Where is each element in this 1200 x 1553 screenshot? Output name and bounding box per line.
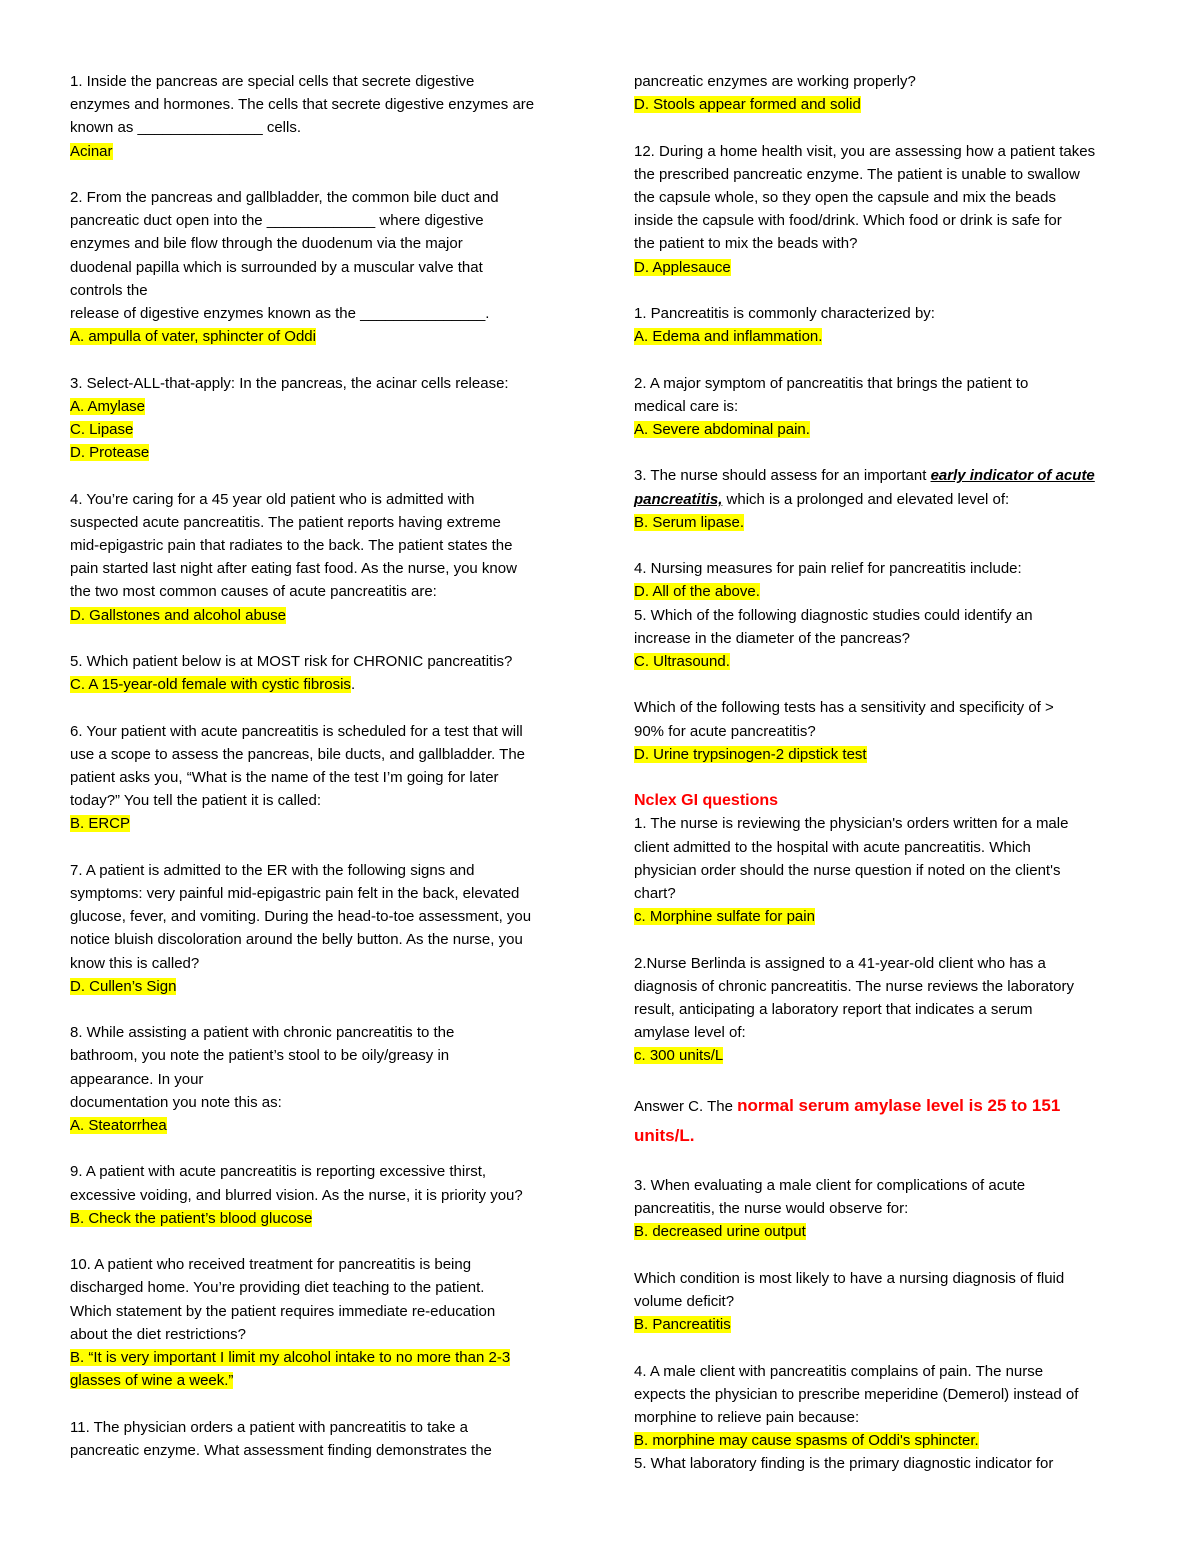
q1-line-3: known as _______________ cells. <box>70 119 302 137</box>
r1-answer: A. Edema and inflammation. <box>634 328 823 346</box>
question-10 <box>70 1253 570 1392</box>
q8-line-1: 8. While assisting a patient with chronic pancreatitis to the <box>70 1024 455 1042</box>
q2-line-5: controls the <box>70 281 148 299</box>
r2-line-2: medical care is: <box>634 397 739 415</box>
q5-answer: C. A 15-year-old female with cystic fibrosis <box>70 676 351 694</box>
n1-line-4: chart? <box>634 885 676 902</box>
q9-answer: B. Check the patient’s blood glucose <box>70 1209 313 1227</box>
nclex-question-4 <box>634 1360 1134 1453</box>
r2-answer: A. Severe abdominal pain. <box>634 421 810 438</box>
r6-answer: D. Urine trypsinogen-2 dipstick test <box>634 745 867 763</box>
q4-answer: D. Gallstones and alcohol abuse <box>70 606 286 624</box>
question-11-continued <box>634 70 1134 116</box>
q3-answer-2: C. Lipase <box>70 421 134 439</box>
q12-line-3: the capsule whole, so they open the capsule and mix the beads <box>634 189 1056 206</box>
q5-line-1: 5. Which patient below is at MOST risk for CHRONIC pancreatitis? <box>70 653 513 671</box>
q3-answer-3: D. Protease <box>70 444 150 462</box>
q6-answer: B. ERCP <box>70 815 131 833</box>
q3-answer-1: A. Amylase <box>70 397 146 415</box>
r4-answer: D. All of the above. <box>634 583 760 601</box>
n5-line-1: 5. What laboratory finding is the primary diagnostic indicator for <box>634 1455 1054 1473</box>
q2-line-2: pancreatic duct open into the _____________ where digestive <box>70 212 484 230</box>
n1-line-3: physician order should the nurse question if noted on the client's <box>634 861 1061 879</box>
q7-line-5: know this is called? <box>70 954 200 972</box>
q12-line-1: 12. During a home health visit, you are assessing how a patient takes <box>634 142 1096 160</box>
question-1 <box>70 70 570 163</box>
n2-rationale-prefix: Answer C. The <box>634 1097 738 1115</box>
q6-line-4: today?” You tell the patient it is called: <box>70 792 322 810</box>
review-question-6 <box>634 696 1134 766</box>
question-3 <box>70 372 570 465</box>
n3b-line-2: volume deficit? <box>634 1292 735 1310</box>
nclex-question-3 <box>634 1174 1134 1244</box>
q6-line-2: use a scope to assess the pancreas, bile ducts, and gallbladder. The <box>70 745 526 763</box>
q9-line-1: 9. A patient with acute pancreatitis is reporting excessive thirst, <box>70 1163 487 1181</box>
n2-answer: c. 300 units/L <box>634 1047 724 1065</box>
r5-answer: C. Ultrasound. <box>634 653 730 670</box>
n4-line-2: expects the physician to prescribe meperidine (Demerol) instead of <box>634 1385 1079 1403</box>
n4-line-1: 4. A male client with pancreatitis complains of pain. The nurse <box>634 1362 1044 1380</box>
question-2 <box>70 186 570 348</box>
q12-answer: D. Applesauce <box>634 258 731 276</box>
q6-line-3: patient asks you, “What is the name of the test I’m going for later <box>70 769 499 787</box>
n3-line-2: pancreatitis, the nurse would observe for: <box>634 1200 909 1218</box>
n2-line-4: amylase level of: <box>634 1024 746 1042</box>
r3-line-2-suffix: which is a prolonged and elevated level of: <box>722 490 1010 508</box>
q10-answer-line-2: glasses of wine a week.” <box>70 1372 234 1390</box>
r3-line-2-emphasis: pancreatitis, <box>634 490 723 508</box>
question-11 <box>70 1416 570 1462</box>
q8-line-2: bathroom, you note the patient’s stool to be oily/greasy in <box>70 1047 450 1065</box>
q6-line-1: 6. Your patient with acute pancreatitis is scheduled for a test that will <box>70 722 523 740</box>
r3-line-1-prefix: 3. The nurse should assess for an important <box>634 467 931 485</box>
question-9 <box>70 1160 570 1230</box>
q7-line-2: symptoms: very painful mid-epigastric pain felt in the back, elevated <box>70 885 520 903</box>
q4-line-3: mid-epigastric pain that radiates to the back. The patient states the <box>70 537 513 555</box>
review-question-3 <box>634 464 1134 534</box>
q1-answer: Acinar <box>70 142 113 160</box>
q2-line-3: enzymes and bile flow through the duodenum via the major <box>70 235 463 253</box>
question-7 <box>70 859 570 998</box>
left-column <box>70 70 570 1462</box>
n2-line-2: diagnosis of chronic pancreatitis. The nurse reviews the laboratory <box>634 977 1074 995</box>
q5-answer-tail: . <box>350 676 356 694</box>
question-12 <box>634 140 1134 279</box>
q8-line-4: documentation you note this as: <box>70 1093 282 1111</box>
n1-line-2: client admitted to the hospital with acute pancreatitis. Which <box>634 838 1031 856</box>
question-5 <box>70 650 570 696</box>
nclex-question-1 <box>634 812 1134 928</box>
q12-line-2: the prescribed pancreatic enzyme. The patient is unable to swallow <box>634 165 1080 183</box>
q4-line-4: pain started last night after eating fast food. As the nurse, you know <box>70 560 517 578</box>
q10-line-2: discharged home. You’re providing diet teaching to the patient. <box>70 1279 485 1297</box>
nclex-question-2 <box>634 952 1134 1068</box>
r3-answer: B. Serum lipase. <box>634 513 745 531</box>
q12-line-4: inside the capsule with food/drink. Which food or drink is safe for <box>634 212 1062 230</box>
q1-line-2: enzymes and hormones. The cells that secrete digestive enzymes are <box>70 96 535 114</box>
review-question-4 <box>634 557 1134 603</box>
question-4 <box>70 488 570 627</box>
n1-answer: c. Morphine sulfate for pain <box>634 908 815 926</box>
question-6 <box>70 720 570 836</box>
q2-line-4: duodenal papilla which is surrounded by a muscular valve that <box>70 258 483 276</box>
n1-line-1: 1. The nurse is reviewing the physician's orders written for a male <box>634 815 1069 833</box>
q11-answer: D. Stools appear formed and solid <box>634 96 861 114</box>
r3-line-1-emphasis: early indicator of acute <box>930 467 1095 485</box>
n4-line-3: morphine to relieve pain because: <box>634 1408 860 1426</box>
r6-line-1: Which of the following tests has a sensitivity and specificity of > <box>634 699 1054 717</box>
q2-line-1: 2. From the pancreas and gallbladder, the common bile duct and <box>70 189 499 206</box>
q10-line-1: 10. A patient who received treatment for pancreatitis is being <box>70 1256 472 1274</box>
n2-line-3: result, anticipating a laboratory report that indicates a serum <box>634 1001 1033 1018</box>
nclex-question-5 <box>634 1452 1134 1475</box>
q10-line-4: about the diet restrictions? <box>70 1325 246 1343</box>
q4-line-1: 4. You’re caring for a 45 year old patient who is admitted with <box>70 490 475 508</box>
q7-line-4: notice bluish discoloration around the belly button. As the nurse, you <box>70 931 523 949</box>
q7-line-1: 7. A patient is admitted to the ER with the following signs and <box>70 861 475 879</box>
n4-answer: B. morphine may cause spasms of Oddi's sphincter. <box>634 1432 979 1450</box>
r4-line-1: 4. Nursing measures for pain relief for pancreatitis include: <box>634 560 1022 578</box>
q3-line-1: 3. Select-ALL-that-apply: In the pancreas, the acinar cells release: <box>70 374 509 392</box>
n3-answer: B. decreased urine output <box>634 1223 806 1241</box>
q1-line-1: 1. Inside the pancreas are special cells that secrete digestive <box>70 73 475 90</box>
r5-line-2: increase in the diameter of the pancreas? <box>634 629 910 647</box>
q12-line-5: the patient to mix the beads with? <box>634 235 858 253</box>
q2-answer: A. ampulla of vater, sphincter of Oddi <box>70 328 316 346</box>
right-column <box>634 70 1134 1476</box>
n2-line-1: 2.Nurse Berlinda is assigned to a 41-year-old client who has a <box>634 954 1046 972</box>
r2-line-1: 2. A major symptom of pancreatitis that brings the patient to <box>634 374 1029 392</box>
q4-line-2: suspected acute pancreatitis. The patient reports having extreme <box>70 513 501 531</box>
q4-line-5: the two most common causes of acute pancreatitis are: <box>70 583 437 601</box>
q11-cont-line-1: pancreatic enzymes are working properly? <box>634 73 916 90</box>
r6-line-2: 90% for acute pancreatitis? <box>634 722 816 740</box>
q11-line-1: 11. The physician orders a patient with pancreatitis to take a <box>70 1418 469 1436</box>
n2-rationale-red-2: units/L. <box>634 1125 695 1145</box>
nclex-question-3b <box>634 1267 1134 1337</box>
n3b-line-1: Which condition is most likely to have a nursing diagnosis of fluid <box>634 1269 1065 1287</box>
q10-line-3: Which statement by the patient requires immediate re-education <box>70 1302 496 1320</box>
review-question-5 <box>634 604 1134 674</box>
q2-line-6: release of digestive enzymes known as the _______________. <box>70 305 490 323</box>
n2-rationale-red-1: normal serum amylase level is 25 to 151 <box>737 1095 1061 1115</box>
n3-line-1: 3. When evaluating a male client for complications of acute <box>634 1176 1026 1194</box>
q7-line-3: glucose, fever, and vomiting. During the head-to-toe assessment, you <box>70 908 532 926</box>
nclex-heading: Nclex GI questions <box>634 792 779 810</box>
q11-line-2: pancreatic enzyme. What assessment finding demonstrates the <box>70 1441 492 1459</box>
review-question-2 <box>634 372 1134 442</box>
review-question-1 <box>634 302 1134 348</box>
q8-line-3: appearance. In your <box>70 1070 204 1088</box>
r5-line-1: 5. Which of the following diagnostic studies could identify an <box>634 606 1033 624</box>
q7-answer: D. Cullen’s Sign <box>70 977 177 995</box>
r1-line-1: 1. Pancreatitis is commonly characterized by: <box>634 305 935 322</box>
nclex-question-2-rationale <box>634 1091 1134 1151</box>
q10-answer-line-1: B. “It is very important I limit my alcohol intake to no more than 2-3 <box>70 1349 511 1367</box>
n3b-answer: B. Pancreatitis <box>634 1316 731 1334</box>
question-8 <box>70 1021 570 1137</box>
q8-answer: A. Steatorrhea <box>70 1117 167 1135</box>
q9-line-2: excessive voiding, and blurred vision. As the nurse, it is priority you? <box>70 1186 523 1204</box>
